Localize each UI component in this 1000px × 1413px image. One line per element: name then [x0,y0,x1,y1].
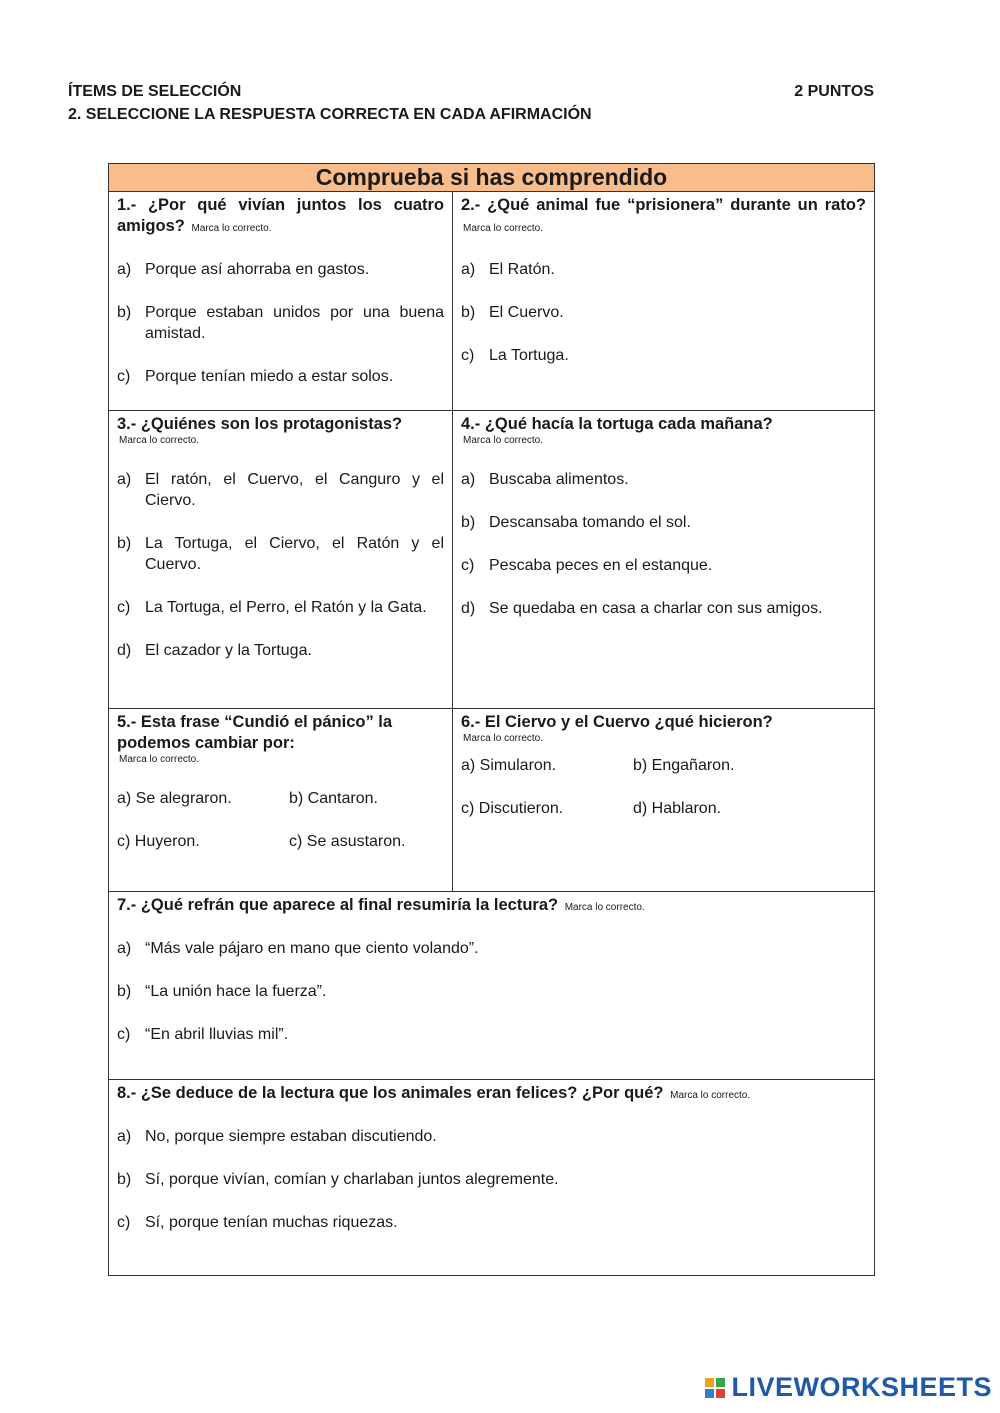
answer-option[interactable]: c) Sí, porque tenían muchas riquezas. [117,1214,398,1231]
liveworksheets-logo [705,1372,992,1403]
question-5-note: Marca lo correcto. [119,754,200,765]
answer-option[interactable]: b) Porque estaban unidos por una buena amistad. [117,304,444,342]
answer-option[interactable]: a) No, porque siempre estaban discutiendo. [117,1128,437,1145]
question-3-note: Marca lo correcto. [119,435,200,446]
answer-option[interactable]: c) Huyeron. [117,833,200,850]
page-header [68,80,874,126]
answer-option[interactable]: a) El Ratón. [461,261,555,278]
question-3 [109,411,453,708]
answer-option[interactable]: b) Sí, porque vivían, comían y charlaban juntos alegremente. [117,1171,559,1188]
answer-option[interactable]: b) Engañaron. [633,757,735,774]
question-row-1 [108,192,875,411]
question-row-3 [108,709,875,892]
answer-option[interactable]: a) “Más vale pájaro en mano que ciento volando”. [117,940,479,957]
answer-option[interactable]: b) Cantaron. [289,790,378,807]
answer-options [461,755,866,819]
answer-option[interactable]: d) Se quedaba en casa a charlar con sus amigos. [461,600,823,617]
quiz-sheet [108,163,875,1276]
question-7-text: 7.- ¿Qué refrán que aparece al final resumiría la lectura? Marca lo correcto. [117,896,645,914]
question-2-text: 2.- ¿Qué animal fue “prisionera” durante un rato? Marca lo correcto. [461,196,866,234]
question-5 [109,709,453,891]
answer-option[interactable]: c) Porque tenían miedo a estar solos. [117,368,394,385]
points-label: 2 PUNTOS [794,83,874,100]
question-row-2 [108,411,875,709]
question-3-text: 3.- ¿Quiénes son los protagonistas? [117,415,403,433]
question-1 [109,192,453,410]
instruction-text: 2. SELECCIONE LA RESPUESTA CORRECTA EN CADA AFIRMACIÓN [68,106,592,123]
answer-option[interactable]: d) Hablaron. [633,800,722,817]
answer-option[interactable]: c) La Tortuga. [461,347,569,364]
question-2-note: Marca lo correcto. [463,223,544,234]
section-title: ÍTEMS DE SELECCIÓN [68,83,242,100]
question-5-text: 5.- Esta frase “Cundió el pánico” la podemos cambiar por: [117,713,393,752]
question-8 [108,1080,875,1276]
answer-option[interactable]: c) Discutieron. [461,800,564,817]
answer-option[interactable]: c) La Tortuga, el Perro, el Ratón y la Gata. [117,599,427,616]
question-6 [453,709,874,891]
answer-option[interactable]: d) El cazador y la Tortuga. [117,642,312,659]
question-4-text: 4.- ¿Qué hacía la tortuga cada mañana? [461,415,773,433]
answer-option[interactable]: a) El ratón, el Cuervo, el Canguro y el Ciervo. [117,471,444,509]
answer-option[interactable]: a) Porque así ahorraba en gastos. [117,261,370,278]
answer-option[interactable]: a) Se alegraron. [117,790,232,807]
answer-option[interactable]: a) Buscaba alimentos. [461,471,629,488]
sheet-title: Comprueba si has comprendido [108,163,875,192]
question-1-note: Marca lo correcto. [191,223,272,234]
question-7-note: Marca lo correcto. [564,902,645,913]
question-1-text: 1.- ¿Por qué vivían juntos los cuatro amigos? Marca lo correcto. [117,196,444,235]
header-row [68,80,874,103]
answer-option[interactable]: c) Pescaba peces en el estanque. [461,557,713,574]
liveworksheets-logo-icon [705,1378,725,1398]
answer-options [117,788,444,852]
answer-option[interactable]: b) El Cuervo. [461,304,564,321]
answer-option[interactable]: b) Descansaba tomando el sol. [461,514,691,531]
question-4-note: Marca lo correcto. [463,435,544,446]
question-2 [453,192,874,410]
question-6-note: Marca lo correcto. [463,733,544,744]
question-6-text: 6.- El Ciervo y el Cuervo ¿qué hicieron? [461,713,773,731]
answer-option[interactable]: c) Se asustaron. [289,833,406,850]
question-7 [108,892,875,1080]
question-4 [453,411,874,708]
answer-option[interactable]: a) Simularon. [461,757,557,774]
answer-option[interactable]: c) “En abril lluvias mil”. [117,1026,289,1043]
logo-text: LIVEWORKSHEETS [731,1372,992,1402]
answer-option[interactable]: b) La Tortuga, el Ciervo, el Ratón y el Cuervo. [117,535,444,573]
question-8-note: Marca lo correcto. [670,1090,751,1101]
answer-option[interactable]: b) “La unión hace la fuerza”. [117,983,327,1000]
question-8-text: 8.- ¿Se deduce de la lectura que los animales eran felices? ¿Por qué? Marca lo correcto. [117,1084,751,1102]
